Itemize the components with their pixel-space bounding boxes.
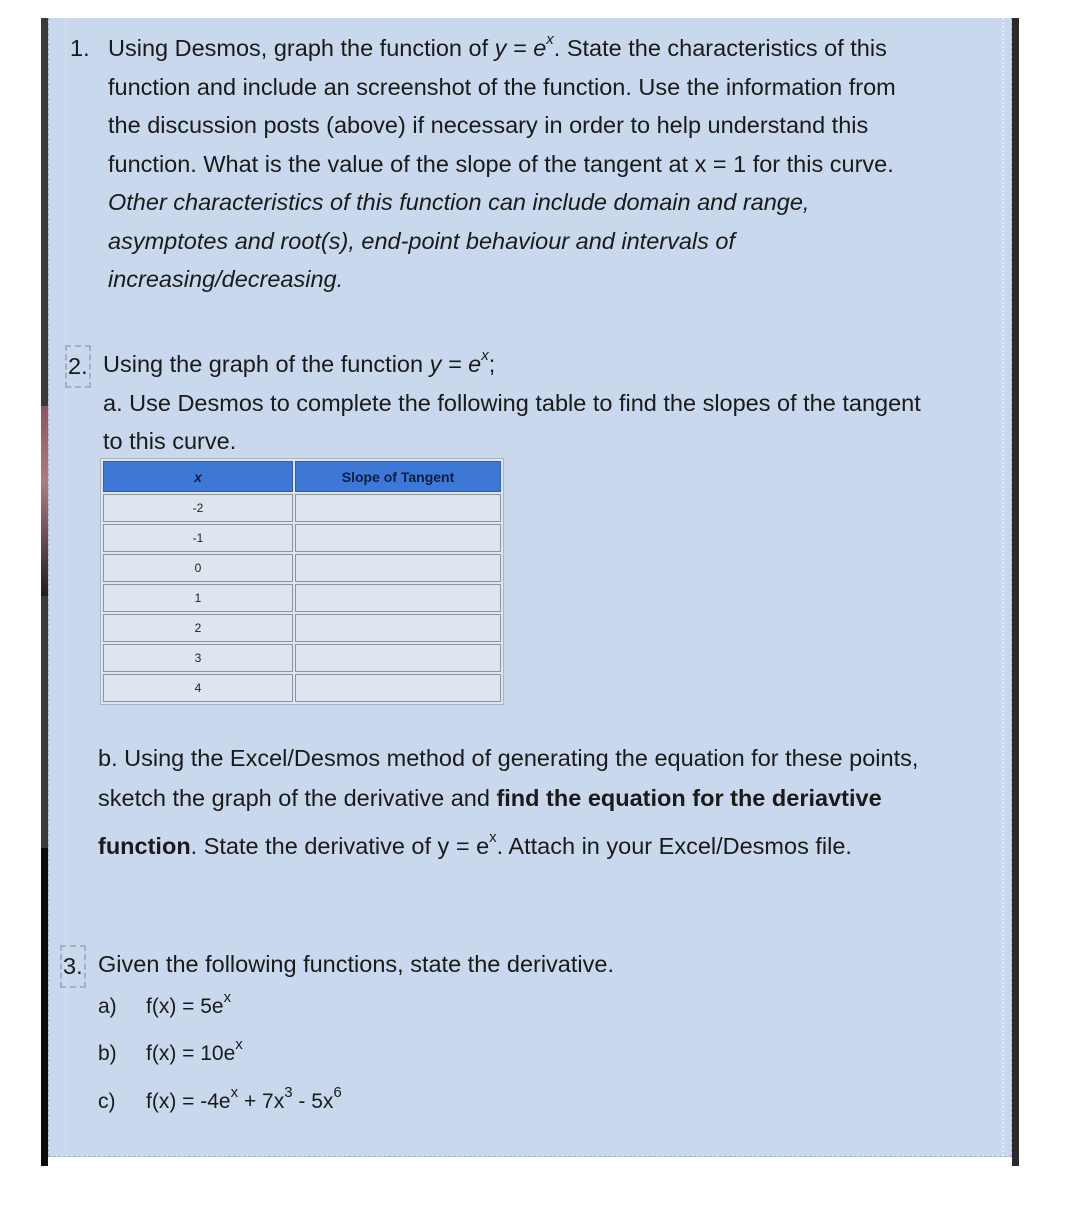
q1-line-1: Using Desmos, graph the function of $y = e^x$. State the characteristics of this [108,31,887,61]
q2-part-b-line-1: b. Using the Excel/Desmos method of generating the equation for these points, [98,745,919,771]
left-frame-edge [41,18,48,1166]
slope-cell[interactable] [295,584,501,612]
right-frame-edge [1012,18,1019,1166]
q1-line-5: Other characteristics of this function can include domain and range, [108,189,810,215]
table-row [103,614,501,642]
margin-guide-right [1002,18,1004,1156]
q3-item-label: a) [98,995,117,1018]
table-header-row [103,461,501,492]
question-2-text [103,345,921,461]
q1-line-2: function and include an screenshot of the function. Use the information from [108,73,896,100]
x-value-cell: 4 [103,674,293,702]
x-value-cell: 0 [103,554,293,582]
question-1-number: 1. [70,35,90,61]
q1-line-4: function. What is the value of the slope of the tangent at x = 1 for this curve. [108,150,894,177]
slope-cell[interactable] [295,644,501,672]
x-value-cell: 1 [103,584,293,612]
slope-cell[interactable] [295,674,501,702]
table-header-slope: Slope of Tangent [295,461,501,492]
question-3-number: 3. [60,945,86,988]
question-1-text [108,29,896,299]
q3-item-b: b) $f(x) = 10e^x$ [98,1036,243,1065]
question-3-intro: Given the following functions, state the derivative. [98,951,614,977]
q2-part-a-line-1: a. Use Desmos to complete the following table to find the slopes of the tangent [103,389,921,416]
q3-item-label: c) [98,1090,116,1113]
q2-part-a-line-2: to this curve. [103,428,237,454]
q3-item-a: a) $f(x) = 5e^x$ [98,989,232,1018]
q1-line-7: increasing/decreasing. [108,266,344,292]
table-row [103,584,501,612]
x-value-cell: -2 [103,494,293,522]
x-value-cell: -1 [103,524,293,552]
slope-cell[interactable] [295,494,501,522]
slope-cell[interactable] [295,554,501,582]
q1-line-6: asymptotes and root(s), end-point behaviour and intervals of [108,227,736,254]
table-row [103,674,501,702]
slope-cell[interactable] [295,614,501,642]
slope-cell[interactable] [295,524,501,552]
table-header-x: x [103,461,293,492]
q3-item-c: c) $f(x) = -4e^x + 7x^3 - 5x^6$ [98,1084,342,1113]
q2-intro: Using the graph of the function $y = e^x$; [103,347,496,377]
q3-item-label: b) [98,1042,117,1065]
q2-part-b-line-2: sketch the graph of the derivative and find the equation for the deriavtive [98,785,882,811]
table-row [103,554,501,582]
slope-table [100,458,504,705]
q2-part-b-line-3: function. State the derivative of $y = e^x$. Attach in your Excel/Desmos file. [98,829,852,859]
x-value-cell: 3 [103,644,293,672]
table-row [103,644,501,672]
q1-line-3: the discussion posts (above) if necessary in order to help understand this [108,112,869,138]
table-row [103,524,501,552]
table-row [103,494,501,522]
x-value-cell: 2 [103,614,293,642]
question-2-number: 2. [65,345,91,388]
